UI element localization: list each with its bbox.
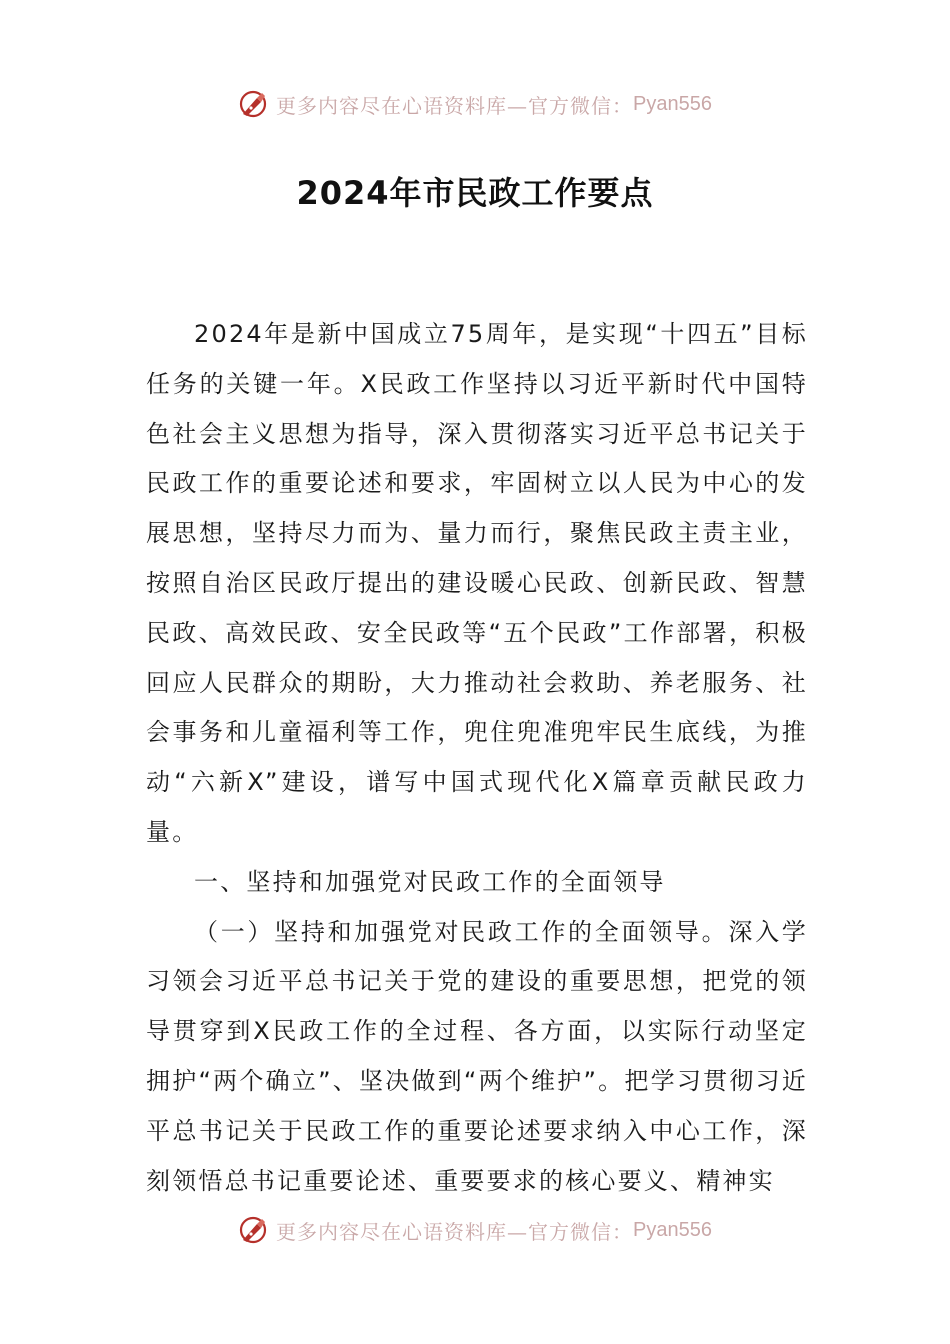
section-heading: 一、坚持和加强党对民政工作的全面领导: [194, 867, 666, 896]
watermark-text: 更多内容尽在心语资料库—官方微信：: [276, 93, 634, 118]
watermark-text: 更多内容尽在心语资料库—官方微信：: [276, 1219, 634, 1244]
document-title: 2024年市民政工作要点: [296, 174, 654, 212]
watermark-banner-top: [0, 84, 950, 124]
subsection-paragraph: （一）坚持和加强党对民政工作的全面领导。深入学习领会习近平总书记关于党的建设的重要思想，把党的领导贯穿到X民政工作的全过程、各方面，以实际行动坚定拥护“两个确立”、坚决做到“两个维护”。把学习贯彻习近平总书记关于民政工作的重要论述要求纳入中心工作，深刻领悟总书记重要论述、重要要求的核心要义、精神实: [146, 917, 808, 1195]
pen-nib-circle-icon: [238, 89, 268, 119]
intro-paragraph: 2024年是新中国成立75周年，是实现“十四五”目标任务的关键一年。X民政工作坚持以习近平新时代中国特色社会主义思想为指导，深入贯彻落实习近平总书记关于民政工作的重要论述和要求，牢固树立以人民为中心的发展思想，坚持尽力而为、量力而行，聚焦民政主责主业，按照自治区民政厅提出的建设暖心民政、创新民政、智慧民政、高效民政、安全民政等“五个民政”工作部署，积极回应人民群众的期盼，大力推动社会救助、养老服务、社会事务和儿童福利等工作，兜住兜准兜牢民生底线，为推动“六新X”建设，谱写中国式现代化X篇章贡献民政力量。: [146, 320, 808, 846]
pen-nib-circle-icon: [238, 1215, 268, 1245]
document-body: [146, 310, 808, 1206]
watermark-banner-bottom: [0, 1210, 950, 1250]
watermark-wechat-id: Pyan556: [633, 1218, 712, 1241]
watermark-wechat-id: Pyan556: [633, 92, 712, 115]
